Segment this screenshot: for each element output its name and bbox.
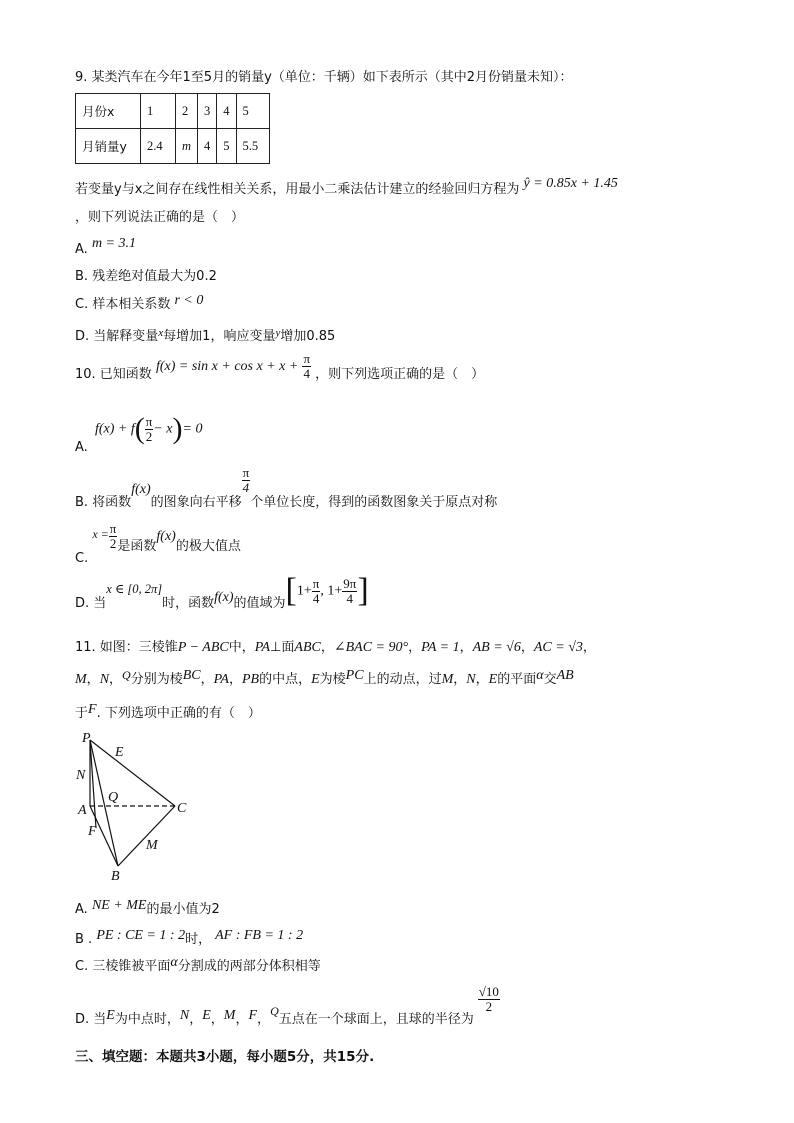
q11-text: 的平面 (497, 672, 537, 687)
option-math: x = (92, 527, 109, 541)
table-row (76, 94, 270, 129)
label-p: P (82, 731, 91, 746)
section-heading: 三、填空题：本题共3小题，每小题5分，共15分. (75, 1049, 375, 1065)
q9-line2 (75, 178, 618, 198)
table-cell: 1 (141, 94, 176, 129)
q11-text: 交 (543, 672, 557, 687)
q11-text: ⊥面 (270, 640, 295, 655)
q11-text: ， (228, 672, 242, 687)
q11-math: ABC (294, 640, 321, 655)
pyramid-figure (70, 728, 200, 888)
option-math: r < 0 (174, 293, 204, 308)
option-text: 增加0.85 (280, 329, 336, 344)
option-math: x ∈ [0, 2π] (106, 581, 163, 596)
q11-math: AC = √3 (533, 640, 583, 655)
q10-stem-text: 10. 已知函数 (75, 367, 152, 382)
option-text: B. 将函数 (75, 495, 132, 510)
option-math: PE : CE = 1 : 2 (96, 928, 186, 943)
range-text: 1+ (296, 583, 312, 599)
option-math: = 0 (182, 421, 203, 437)
q11-math: PA (254, 640, 271, 655)
q10-option-b (75, 465, 498, 510)
option-text: 的极大值点 (175, 539, 241, 554)
q11-text: 于 (75, 706, 89, 721)
fraction: $\frac{√10}{2}$ (478, 984, 499, 1014)
function-ref: f(x) (214, 589, 234, 605)
q11-math: PC (345, 668, 364, 683)
label-b: B (111, 869, 120, 884)
label-e: E (115, 745, 124, 760)
option-math: AF : FB = 1 : 2 (215, 928, 304, 943)
fraction: $\frac{\pi}{2}$ (145, 413, 153, 444)
option-math: E (202, 1008, 211, 1023)
edge-bc (118, 806, 175, 866)
q11-math: AB = √6 (472, 640, 521, 655)
q11-option-d: D. 当E为中点时，N，E，M，F，Q五点在一个球面上，且球的半径为 $\frac{√10}{2}$ (75, 984, 499, 1027)
q10-stem-text: ，则下列选项正确的是（ ） (315, 367, 485, 382)
option-text: 分割成的两部分体积相等 (177, 959, 321, 974)
q11-math: E (488, 672, 498, 687)
option-text: 时， (185, 932, 212, 947)
option-math: x (158, 327, 164, 339)
q11-math: M (75, 672, 87, 687)
table-cell: 5.5 (236, 129, 269, 164)
q10-option-c (75, 521, 241, 566)
table-header-month: 月份x (76, 94, 141, 129)
q9-option-a (75, 236, 136, 257)
option-label: A. (75, 242, 88, 257)
q11-text: ， (475, 672, 489, 687)
function-ref: f(x) (156, 529, 176, 544)
table-cell: 2 (176, 94, 198, 129)
option-label: A. (75, 902, 88, 917)
option-label: A. (75, 440, 88, 455)
q11-math: M (441, 672, 454, 687)
fraction: $\frac{\pi}{4}$ (303, 351, 311, 381)
option-math: E (106, 1008, 115, 1023)
q11-math: PA = 1 (421, 640, 460, 655)
option-text: 五点在一个球面上，且球的半径为 (278, 1012, 474, 1027)
q11-text: 分别为棱 (130, 672, 183, 687)
q11-math: BC (182, 668, 201, 683)
table-row (76, 129, 270, 164)
option-math: f(x) + f (95, 421, 135, 437)
option-math: m = 3.1 (91, 236, 136, 251)
q11-text: 中， (228, 640, 255, 655)
q11-text: ， (582, 640, 596, 655)
option-text: 的最小值为2 (146, 902, 220, 917)
range-text: , 1+ (320, 583, 343, 599)
label-m: M (146, 838, 158, 853)
q9-option-d (75, 325, 335, 344)
q11-option-a (75, 894, 220, 917)
option-text: 个单位长度，得到的函数图象关于原点对称 (250, 495, 498, 510)
fraction: $\frac{9\pi}{4}$ (343, 575, 357, 606)
q11-math: ∠BAC = 90° (333, 640, 409, 655)
q11-math: AB (556, 668, 574, 683)
q11-text: ， (408, 640, 422, 655)
option-text: 为中点时， (114, 1012, 180, 1027)
q11-math: PA (213, 672, 229, 687)
option-text: D. 当 (75, 1012, 107, 1027)
q11-text: ， (453, 672, 467, 687)
regression-equation: ŷ = 0.85x + 1.45 (523, 176, 618, 191)
option-text: 每增加1，响应变量 (163, 329, 276, 344)
q9-line2b: ，则下列说法正确的是（ ） (75, 210, 245, 225)
q11-math: N (466, 672, 476, 687)
q11-math: F (88, 702, 97, 717)
q11-text: ， (520, 640, 534, 655)
fraction: $\frac{\pi}{2}$ (109, 521, 117, 551)
q11-option-c (75, 955, 321, 975)
label-c: C (177, 801, 187, 816)
table-cell: 3 (198, 94, 217, 129)
fraction: $\frac{\pi}{4}$ (242, 465, 250, 495)
q11-math: PB (241, 672, 260, 687)
q11-text: 的中点， (259, 672, 312, 687)
q10-option-a: A. f(x) + f( $\frac{\pi}{2}$ − x)= 0 (75, 412, 203, 455)
option-text: 的图象向右平移 (150, 495, 242, 510)
q9-option-c (75, 293, 203, 313)
q11-text: 为棱 (319, 672, 346, 687)
option-math: N (179, 1008, 190, 1023)
q9-stem: 9. 某类汽车在今年1至5月的销量y（单位：千辆）如下表所示（其中2月份销量未知）： (75, 70, 573, 85)
function-ref: f(x) (131, 482, 151, 497)
table-cell: 5 (217, 129, 236, 164)
q11-text: 上的动点，过 (363, 672, 442, 687)
q11-text: ， (459, 640, 473, 655)
q11-math: α (536, 668, 544, 683)
table-cell: 4 (217, 94, 236, 129)
table-cell: 2.4 (141, 129, 176, 164)
q11-text: . 下列选项中正确的有（ ） (96, 706, 261, 721)
fraction: $\frac{\pi}{4}$ (312, 575, 320, 606)
option-math: y (275, 327, 281, 339)
q9-line2-text: 若变量y与x之间存在线性相关关系，用最小二乘法估计建立的经验回归方程为 (75, 182, 520, 197)
label-q: Q (108, 790, 119, 805)
q11-line2 (75, 668, 574, 688)
label-n: N (76, 768, 86, 783)
q9-option-b: B. 残差绝对值最大为0.2 (75, 269, 217, 284)
option-math: NE + ME (91, 898, 147, 913)
option-text: 时，函数 (162, 595, 215, 611)
option-text: D. 当解释变量 (75, 329, 159, 344)
option-text: D. 当 (75, 595, 107, 611)
option-label: C. (75, 551, 89, 566)
option-math: M (223, 1008, 236, 1023)
q11-math: P − ABC (177, 640, 229, 655)
option-math: α (170, 955, 178, 970)
q11-line3 (75, 702, 261, 722)
q11-math: N (99, 672, 110, 687)
option-text: C. 三棱锥被平面 (75, 959, 171, 974)
function-def: f(x) = sin x + cos x + x + (155, 359, 299, 374)
table-header-sales: 月销量y (76, 129, 141, 164)
sales-table (75, 93, 270, 164)
label-f: F (88, 824, 97, 839)
q11-text: ， (320, 640, 334, 655)
option-math: F (248, 1008, 258, 1023)
option-label: B . (75, 932, 93, 947)
q11-text: 11. 如图：三棱锥 (75, 640, 178, 655)
q11-text: ， (109, 672, 123, 687)
option-math: − x (153, 421, 173, 437)
option-math: Q (270, 1004, 279, 1018)
table-cell: 4 (198, 129, 217, 164)
option-text: 的值域为 (233, 595, 286, 611)
option-text: 是函数 (117, 539, 157, 554)
label-a: A (78, 803, 87, 818)
option-text: C. 样本相关系数 (75, 297, 171, 312)
table-cell: m (176, 129, 198, 164)
table-cell: 5 (236, 94, 269, 129)
q11-option-b (75, 924, 304, 947)
q11-line1 (75, 636, 596, 656)
q11-math: E (311, 672, 320, 687)
q11-text: ， (86, 672, 100, 687)
q10-stem (75, 352, 484, 381)
q11-text: ， (200, 672, 214, 687)
q10-option-d: D. 当x ∈ [0, 2π]时，函数f(x)的值域为[1+ $\frac{\pi}{4}$ , 1+ $\frac{9\pi}{4}$ ] (75, 572, 369, 611)
q11-math: Q (122, 668, 131, 682)
